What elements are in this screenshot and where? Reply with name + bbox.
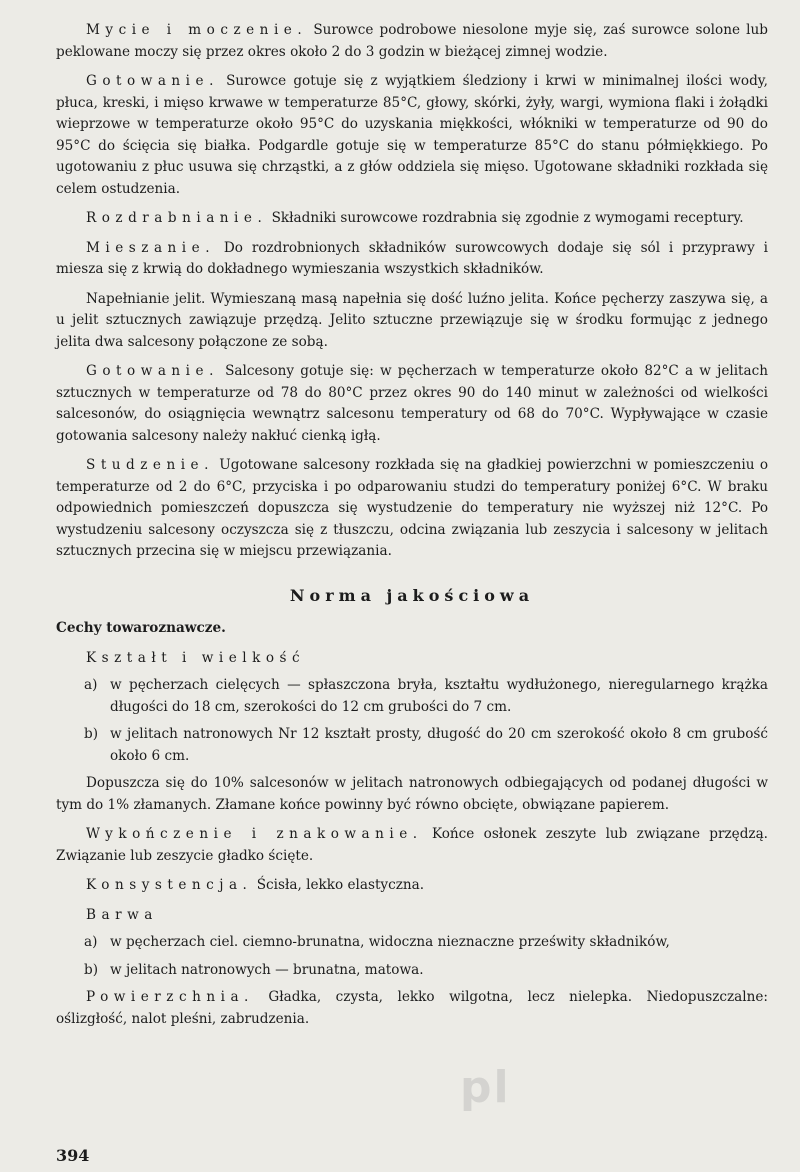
cechy-heading: Cechy towaroznawcze. — [56, 620, 226, 636]
paragraph-studzenie — [56, 455, 768, 563]
list-text: w jelitach natronowych Nr 12 kształt prosty, długość do 20 cm szerokość około 8 cm grubość około 6 cm. — [110, 726, 768, 764]
barwa-label: Barwa — [86, 906, 158, 923]
label-gotowanie-1: Gotowanie. — [86, 73, 219, 89]
ksztalt-label: Kształt i wielkość — [86, 649, 306, 666]
text-gotowanie-1: Surowce gotuje się z wyjątkiem śledziony i krwi w minimalnej ilości wody, płuca, kreski, i mięso krwawe w temperaturze 85°C, głowy, skórki, żyły, wargi, wymiona flaki i żołądki wieprzowe w temperaturze około 95°C do uzyskania miękkości, włókniki w temperaturze od 90 do 95°C do ścięcia się białka. Podgardle gotuje się w temperaturze 85°C do stanu półmiękkiego. Po ugotowaniu z płuc usuwa się chrząstki, a z głów oddziela się mięso. Ugotowane składniki rozkłada się celem ostudzenia. — [56, 73, 768, 197]
label-wykonczenie: Wykończenie i znakowanie. — [86, 826, 423, 842]
list-item-ksztalt-a — [84, 675, 768, 718]
text-powierzchnia: Gładka, czysta, lekko wilgotna, lecz nielepka. Niedopuszczalne: oślizgłość, nalot pleśni, zabrudzenia. — [56, 989, 768, 1027]
paragraph-konsystencja — [56, 875, 768, 897]
list-text: w pęcherzach cielęcych — spłaszczona bryła, kształtu wydłużonego, nieregularnego krążka długości do 18 cm, szerokości do 12 cm grubości do 7 cm. — [110, 677, 768, 715]
section-heading: Norma jakościowa — [289, 585, 535, 605]
label-powierzchnia: Powierzchnia. — [86, 989, 254, 1005]
paragraph-mycie — [56, 20, 768, 63]
list-item-barwa-b — [84, 960, 768, 982]
page-content — [56, 20, 768, 1038]
list-text: w pęcherzach ciel. ciemno-brunatna, widoczna nieznaczne prześwity składników, — [110, 934, 670, 950]
paragraph-dopuszcza: Dopuszcza się do 10% salcesonów w jelitach natronowych odbiegających od podanej długości w tym do 1% złamanych. Złamane końce powinny być równo obcięte, obwiązane papierem. — [56, 775, 768, 813]
text-studzenie: Ugotowane salcesony rozkłada się na gładkiej powierzchni w pomieszczeniu o temperaturze od 2 do 6°C, przyciska i po odparowaniu studzi do temperatury poniżej 6°C. W braku odpowiednich pomieszczeń dopuszcza się wystudzenie do temperatury nie wyższej niż 12°C. Po wystudzeniu salcesony oczyszcza się z tłuszczu, odcina związania lub zeszycia i salcesony w jelitach sztucznych przecina się w miejscu przewiązania. — [56, 457, 768, 559]
text-wykonczenie: Końce osłonek zeszyte lub związane przędzą. Związanie lub zeszycie gładko ścięte. — [56, 826, 768, 864]
list-marker: a) — [84, 677, 98, 693]
text-rozdrabnianie: Składniki surowcowe rozdrabnia się zgodnie z wymogami receptury. — [271, 210, 744, 226]
paragraph-gotowanie-salcesonow — [56, 361, 768, 447]
page-number: 394 — [56, 1146, 90, 1165]
text-mycie: Surowce podrobowe niesolone myje się, zaś surowce solone lub peklowane moczy się przez okres około 2 do 3 godzin w bieżącej zimnej wodzie. — [56, 22, 768, 60]
label-mieszanie: Mieszanie. — [86, 239, 216, 256]
paragraph-powierzchnia — [56, 987, 768, 1030]
label-mycie: Mycie i moczenie. — [86, 22, 308, 38]
paragraph-napelnianie: Napełnianie jelit. Wymieszaną masą napełnia się dość luźno jelita. Końce pęcherzy zaszywa się, a u jelit sztucznych zawiązuje przędzą. Jelito sztuczne przewiązuje się w środku formując z jednego jelita dwa salcesony połączone ze sobą. — [56, 290, 768, 350]
list-item-ksztalt-b — [84, 724, 768, 767]
list-marker: b) — [84, 961, 99, 978]
label-konsystencja: Konsystencja. — [86, 877, 253, 893]
text-konsystencja: Ścisła, lekko elastyczna. — [256, 877, 425, 893]
list-marker: a) — [84, 934, 98, 950]
list-text: w jelitach natronowych — brunatna, matowa. — [110, 961, 424, 978]
text-gotowanie-2: Salcesony gotuje się: w pęcherzach w temperaturze około 82°C a w jelitach sztucznych w temperaturze od 78 do 80°C przez okres 90 do 140 minut w zależności od wielkości salcesonów, do osiągnięcia wewnątrz salcesonu temperatury od 68 do 70°C. Wypływające w czasie gotowania salcesony należy nakłuć cienką igłą. — [56, 363, 768, 444]
watermark: pl — [460, 1062, 511, 1113]
text-mieszanie: Do rozdrobnionych składników surowcowych dodaje się sól i przyprawy i miesza się z krwią do dokładnego wymieszania wszystkich składników. — [56, 239, 768, 277]
paragraph-gotowanie-surowcow — [56, 71, 768, 200]
list-marker: b) — [84, 726, 99, 742]
paragraph-wykonczenie — [56, 824, 768, 867]
paragraph-mieszanie — [56, 238, 768, 281]
label-studzenie: Studzenie. — [86, 457, 214, 473]
label-gotowanie-2: Gotowanie. — [86, 363, 219, 379]
label-rozdrabnianie: Rozdrabnianie. — [86, 210, 268, 226]
paragraph-rozdrabnianie — [56, 208, 768, 230]
list-item-barwa-a — [84, 932, 768, 954]
